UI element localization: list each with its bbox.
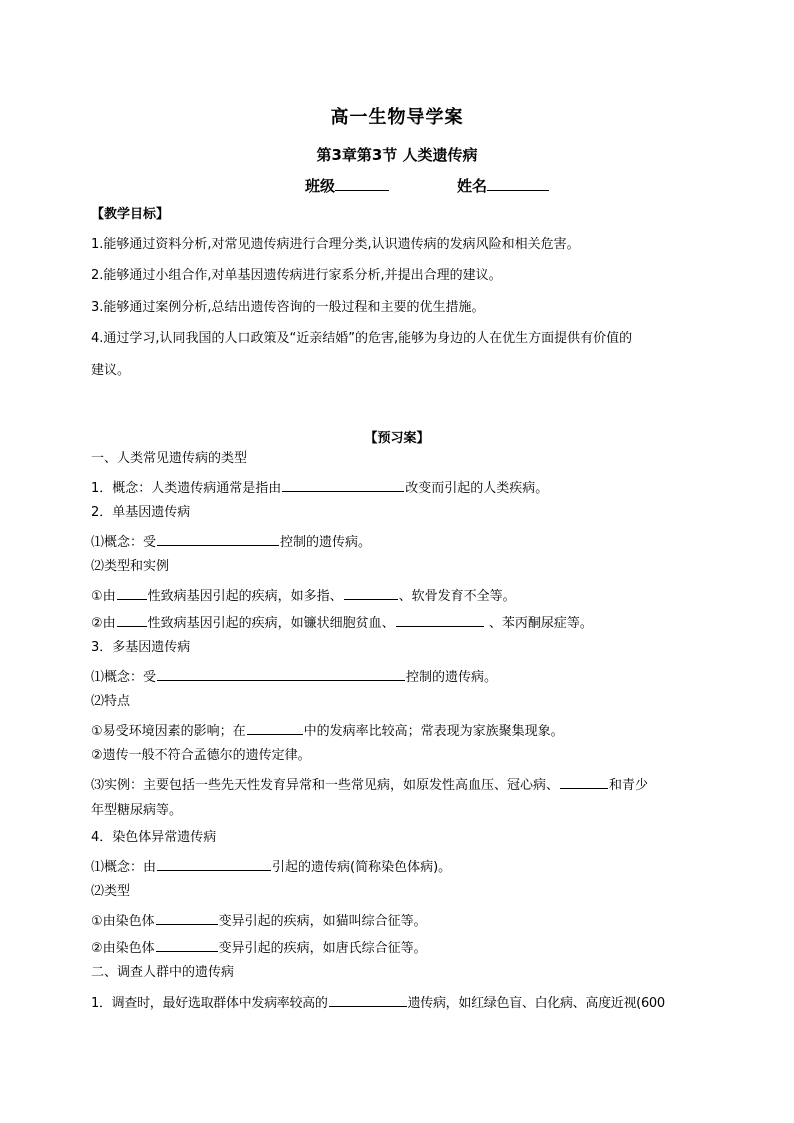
text-line: 4．染色体异常遗传病 (91, 830, 217, 845)
text-line: 年型糖尿病等。 (91, 803, 183, 818)
fill-blank[interactable] (117, 613, 147, 627)
text-line: 2．单基因遗传病 (91, 505, 191, 520)
text-line: 3．多基因遗传病 (91, 640, 191, 655)
name-label: 姓名 (457, 177, 488, 195)
objective-item: 2.能够通过小组合作,对单基因遗传病进行家系分析,并提出合理的建议。 (91, 268, 502, 283)
objective-item: 1.能够通过资料分析,对常见遗传病进行合理分类,认识遗传病的发病风险和相关危害。 (91, 237, 580, 252)
fill-blank[interactable] (560, 775, 608, 789)
objective-item: 4.通过学习,认同我国的人口政策及“近亲结婚”的危害,能够为身边的人在优生方面提供有价值的 (91, 331, 633, 346)
name-field (457, 174, 549, 196)
text-line: ⑵类型 (91, 884, 131, 899)
page-subtitle: 第3章第3节 人类遗传病 (316, 146, 478, 164)
fill-blank[interactable] (282, 478, 404, 492)
text-line: ②遗传一般不符合孟德尔的遗传定律。 (91, 748, 311, 763)
fill-blank[interactable] (396, 613, 484, 627)
fill-blank[interactable] (247, 721, 303, 735)
fill-blank[interactable] (117, 586, 147, 600)
fill-blank[interactable] (157, 667, 405, 681)
fill-blank[interactable] (157, 857, 271, 871)
fill-blank[interactable] (156, 938, 218, 952)
text-line: 1．概念：人类遗传病通常是指由 改变而引起的人类疾病。 (91, 478, 548, 497)
fill-blank[interactable] (344, 586, 398, 600)
text-line: ⑶实例：主要包括一些先天性发育异常和一些常见病，如原发性高血压、冠心病、 和青少 (91, 775, 648, 794)
fill-blank[interactable] (156, 911, 218, 925)
text-line: ⑴概念：受 控制的遗传病。 (91, 667, 497, 686)
class-blank (335, 174, 389, 191)
text-line: ⑵类型和实例 (91, 559, 170, 574)
text-line: ⑴概念：由 引起的遗传病(简称染色体病)。 (91, 857, 451, 876)
text-line: ⑴概念：受 控制的遗传病。 (91, 532, 371, 551)
fill-blank[interactable] (329, 993, 407, 1007)
objectives-heading: 【教学目标】 (91, 207, 170, 222)
preview-heading: 【预习案】 (364, 431, 430, 446)
fill-blank[interactable] (157, 532, 279, 546)
text-line: ⑵特点 (91, 694, 131, 709)
text-line: ①由 性致病基因引起的疾病，如多指、 、软骨发育不全等。 (91, 586, 516, 605)
class-label: 班级 (305, 177, 336, 195)
text-line: ②由 性致病基因引起的疾病，如镰状细胞贫血、 、苯丙酮尿症等。 (91, 613, 593, 632)
text-line: 1．调查时，最好选取群体中发病率较高的 遗传病，如红绿色盲、白化病、高度近视(600 (91, 993, 665, 1012)
page-title: 高一生物导学案 (330, 107, 464, 128)
name-blank (487, 174, 549, 191)
text-line: ②由染色体 变异引起的疾病，如唐氏综合征等。 (91, 938, 427, 957)
text-line: ①易受环境因素的影响；在 中的发病率比较高；常表现为家族聚集现象。 (91, 721, 564, 740)
text-line: ①由染色体 变异引起的疾病，如猫叫综合征等。 (91, 911, 427, 930)
objective-item: 3.能够通过案例分析,总结出遗传咨询的一般过程和主要的优生措施。 (91, 300, 485, 315)
objective-item: 建议。 (91, 363, 131, 378)
section-heading: 二、调查人群中的遗传病 (91, 965, 235, 980)
section-heading: 一、人类常见遗传病的类型 (91, 451, 248, 466)
class-field (305, 174, 389, 196)
